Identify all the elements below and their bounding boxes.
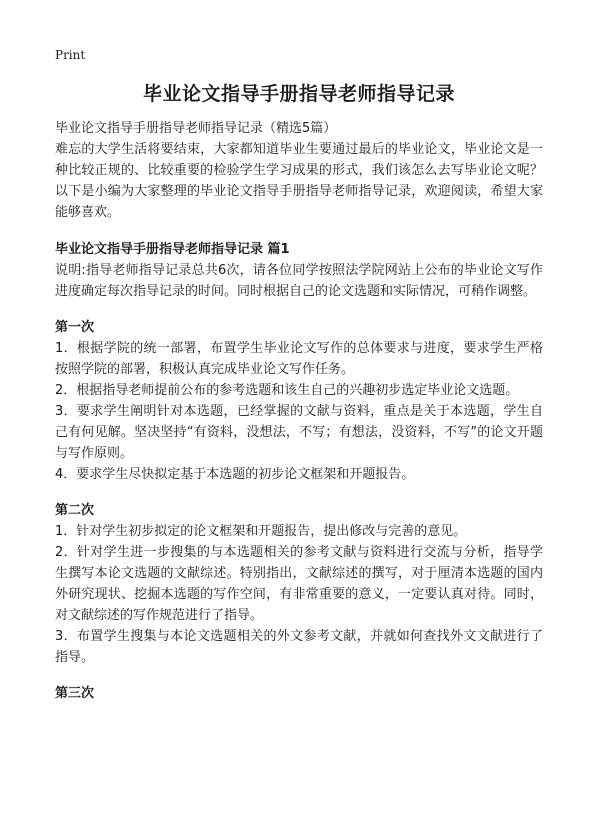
session-1-item: 3．要求学生阐明针对本选题，已经掌握的文献与资料，重点是关于本选题，学生自己有何见解。坚决坚持“有资料，没想法，不写；有想法，没资料，不写”的论文开题与写作原则。 [55,404,543,461]
session-1-item: 4．要求学生尽快拟定基于本选题的初步论文框架和开题报告。 [55,467,415,482]
session-heading-1: 第一次 [55,320,95,335]
session-1-item: 1．根据学院的统一部署，布置学生毕业论文写作的总体要求与进度，要求学生严格按照学院的部署，积极认真完成毕业论文写作任务。 [55,341,543,377]
intro-paragraph: 难忘的大学生活将要结束，大家都知道毕业生要通过最后的毕业论文，毕业论文是一种比较正规的、比较重要的检验学生学习成果的形式，我们该怎么去写毕业论文呢？以下是小编为大家整理的毕业论文指导手册指导老师指导记录，欢迎阅读，希望大家能够喜欢。 [55,142,543,220]
session-heading-2: 第二次 [55,503,95,518]
session-heading-3: 第三次 [55,686,95,701]
session-1-item: 2．根据指导老师提前公布的参考选题和该生自己的兴趣初步选定毕业论文选题。 [55,383,519,398]
session-2-item: 1．针对学生初步拟定的论文框架和开题报告，提出修改与完善的意见。 [55,524,467,539]
session-2-item: 3．布置学生搜集与本论文选题相关的外文参考文献，并就如何查找外文文献进行了指导。 [55,629,543,665]
page-title: 毕业论文指导手册指导老师指导记录 [142,83,455,105]
section-heading: 毕业论文指导手册指导老师指导记录 篇1 [55,242,290,257]
document-subtitle: 毕业论文指导手册指导老师指导记录（精选5篇） [55,121,337,136]
print-label: Print [55,48,86,62]
session-2-item: 2．针对学生进一步搜集的与本选题相关的参考文献与资料进行交流与分析，指导学生撰写本论文选题的文献综述。特别指出，文献综述的撰写，对于厘清本选题的国内外研究现状、挖掘本选题的写作空间，有非常重要的意义，一定要认真对待。同时，对文献综述的写作规范进行了指导。 [55,545,543,623]
section-description: 说明:指导老师指导记录总共6次，请各位同学按照法学院网站上公布的毕业论文写作进度确定每次指导记录的时间。同时根据自己的论文选题和实际情况，可稍作调整。 [55,263,543,299]
